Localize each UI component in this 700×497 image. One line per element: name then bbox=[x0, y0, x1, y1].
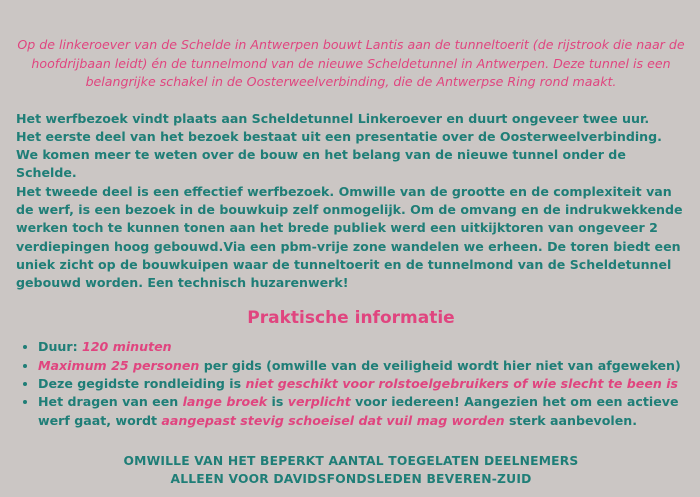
footer-line: ALLEEN VOOR DAVIDSFONDSLEDEN BEVEREN-ZUID bbox=[170, 471, 532, 486]
dress-text: sterk aanbevolen. bbox=[504, 412, 638, 428]
section-title: Praktische informatie bbox=[247, 308, 455, 329]
dress-text: voor iedereen! Aangezien het om een actieve werf gaat, wordt bbox=[38, 394, 679, 428]
body-paragraph: Het tweede deel is een effectief werfbezoek. Omwille van de grootte en de complexiteit van de werf, is een bezoek in de bouwkuip zelf onmogelijk. Om de omvang en de indrukwekkende werken toch te kunnen tonen aan het brede publiek werd een uitkijktoren van ongeveer 2 verdiepingen hoog gebouwd.Via een pbm-vrije zone wandelen we erheen. De toren biedt een uniek zicht op de bouwkuipen waar de tunneltoerit en de tunnelmond van de Scheldetunnel gebouwd worden. Een technisch huzarenwerk! bbox=[16, 183, 683, 291]
footer-line: OMWILLE VAN HET BEPERKT AANTAL TOEGELATEN DEELNEMERS bbox=[123, 453, 579, 468]
max-persons-value: Maximum 25 personen bbox=[38, 357, 200, 373]
list-item-accessibility bbox=[38, 375, 686, 393]
body-paragraph: Het eerste deel van het bezoek bestaat uit een presentatie over de Oosterweelverbinding. We komen meer te weten over de bouw en het belang van de nieuwe tunnel onder de Schelde. bbox=[16, 128, 662, 181]
accessibility-text: Deze gegidste rondleiding is bbox=[38, 376, 246, 392]
intro-paragraph: Op de linkeroever van de Schelde in Antwerpen bouwt Lantis aan de tunneltoerit (de rijstrook die naar de hoofdrijbaan leidt) én de tunnelmond van de nieuwe Scheldetunnel in Antwerpen. Deze tunnel is een belangrijke schakel in de Oosterweelverbinding, die de Antwerpse Ring rond maakt. bbox=[17, 37, 685, 89]
body-text bbox=[16, 110, 686, 293]
body-paragraph: Het werfbezoek vindt plaats aan Scheldetunnel Linkeroever en duurt ongeveer twee uur. bbox=[16, 110, 650, 126]
max-persons-text: per gids (omwille van de veiligheid wordt hier niet van afgeweken) bbox=[199, 357, 681, 373]
list-item-max-persons bbox=[38, 357, 686, 375]
list-item-duration bbox=[38, 338, 686, 356]
list-item-dress-code bbox=[38, 393, 686, 430]
duration-label: Duur: bbox=[38, 339, 83, 355]
dress-emphasis: aangepast stevig schoeisel dat vuil mag worden bbox=[161, 412, 505, 428]
duration-value: 120 minuten bbox=[82, 339, 172, 355]
dress-text: Het dragen van een bbox=[38, 394, 183, 410]
accessibility-value: niet geschikt voor rolstoelgebruikers of wie slecht te been is bbox=[245, 376, 679, 392]
info-list bbox=[16, 338, 686, 429]
dress-emphasis: verplicht bbox=[287, 394, 351, 410]
dress-text: is bbox=[267, 394, 288, 410]
footer-notice bbox=[16, 452, 686, 488]
dress-emphasis: lange broek bbox=[182, 394, 268, 410]
